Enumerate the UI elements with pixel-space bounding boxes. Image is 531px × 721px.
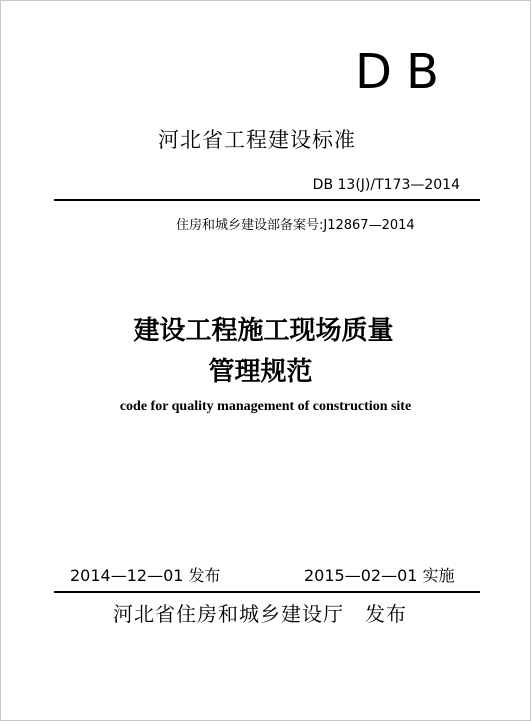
top-divider — [54, 199, 480, 201]
standard-number: DB 13(J)/T173—2014 — [312, 177, 460, 193]
publisher: 河北省住房和城乡建设厅 发布 — [113, 602, 407, 626]
record-number: 住房和城乡建设部备案号:J12867—2014 — [176, 218, 415, 233]
effective-date: 2015—02—01 实施 — [304, 566, 455, 585]
issue-date: 2014—12—01 发布 — [70, 566, 221, 585]
standard-mark: DB — [355, 44, 453, 100]
document-title-line-1: 建设工程施工现场质量 — [133, 316, 394, 346]
english-title: code for quality management of construction site — [119, 399, 412, 414]
document-title-line-2: 管理规范 — [208, 357, 313, 387]
standard-category: 河北省工程建设标准 — [158, 128, 356, 152]
bottom-divider — [54, 591, 480, 593]
